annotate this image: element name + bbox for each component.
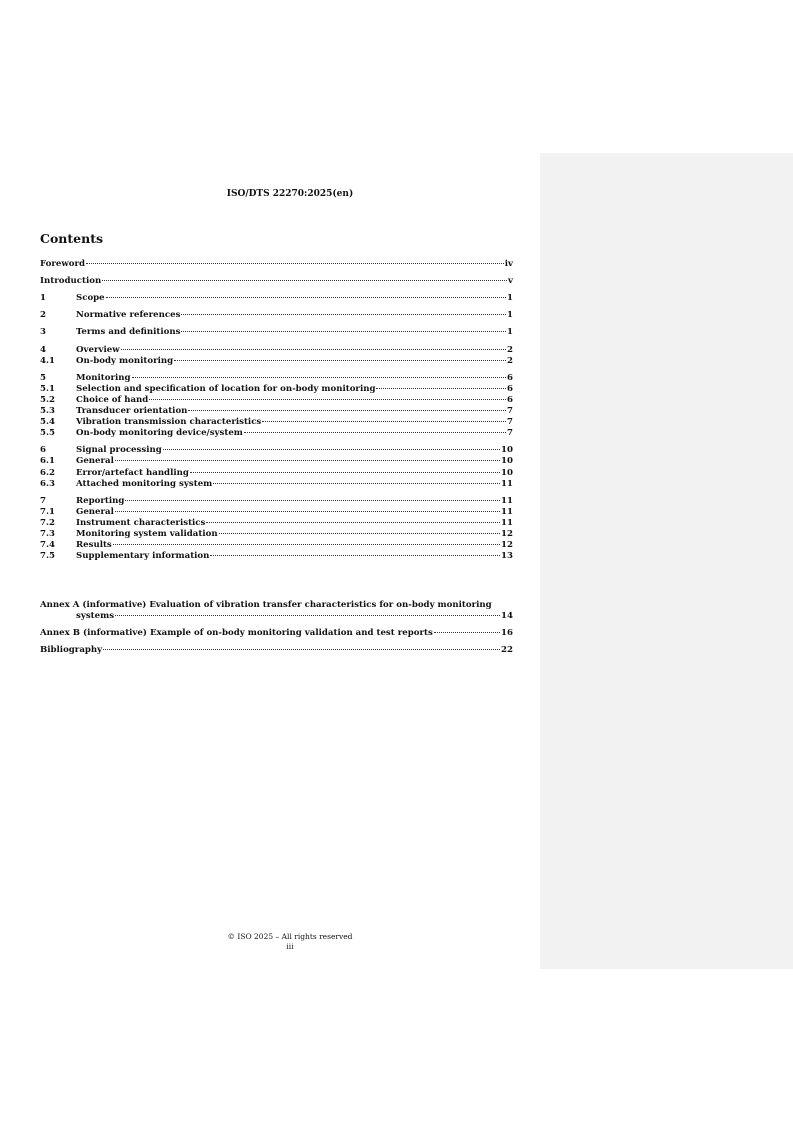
toc-entry-annex-b[interactable] [40, 628, 513, 639]
toc-entry-bibliography[interactable] [40, 645, 513, 656]
toc-entry-page: 2 [507, 344, 513, 355]
toc-entry-page: 7 [507, 428, 513, 439]
toc-leader-dots [106, 297, 506, 298]
toc-entry-page: 1 [507, 327, 513, 338]
toc-entry-title: systems [76, 611, 115, 621]
toc-entry-annex-a[interactable] [40, 600, 513, 622]
toc-entry-page: 1 [507, 293, 513, 304]
toc-entry[interactable] [40, 327, 513, 338]
toc-entry-page: 7 [507, 417, 513, 428]
toc-leader-dots [181, 331, 506, 332]
toc-entry[interactable] [40, 293, 513, 304]
page-footer [40, 932, 540, 952]
toc-entry[interactable] [40, 384, 513, 395]
toc-entry-page: 1 [507, 310, 513, 321]
comment-pane [540, 153, 793, 969]
toc-leader-dots [115, 615, 500, 616]
toc-entry-title: On-body monitoring [76, 355, 174, 366]
toc-entry-page: v [508, 276, 513, 287]
toc-leader-dots [219, 533, 500, 534]
toc-entry[interactable] [40, 395, 513, 406]
copyright-notice: © ISO 2025 – All rights reserved [227, 932, 353, 941]
toc-leader-dots [434, 632, 500, 633]
toc-entry[interactable] [40, 518, 513, 529]
toc-entry-number: 5.5 [40, 428, 55, 439]
toc-entry-page: 6 [507, 383, 513, 394]
toc-entry-number: 7.5 [40, 551, 55, 562]
toc-entry-title: Terms and definitions [76, 327, 181, 338]
toc-entry-page: 11 [501, 495, 513, 506]
toc-entry-number: 3 [40, 327, 46, 338]
toc-entry-page: iv [504, 259, 513, 269]
toc-entry-title: General [76, 456, 114, 467]
toc-entry-title: Vibration transmission characteristics [76, 417, 262, 428]
toc-entry-number: 5.1 [40, 383, 55, 394]
toc-leader-dots [213, 483, 500, 484]
toc-entry-page: 12 [501, 540, 513, 551]
toc-entry-title: Monitoring system validation [76, 529, 218, 539]
toc-entry[interactable] [40, 276, 513, 287]
toc-entry-page: 6 [507, 394, 513, 405]
toc-entry-page: 11 [501, 517, 513, 528]
toc-entry-title: Annex A (informative) Evaluation of vibration transfer characteristics for on-body monitoring [40, 600, 492, 610]
toc-entry[interactable] [40, 445, 513, 456]
toc-leader-dots [115, 511, 500, 512]
toc-entry-page: 12 [501, 529, 513, 539]
toc-leader-dots [132, 377, 507, 378]
toc-entry-title: Transducer orientation [76, 406, 188, 416]
toc-entry[interactable] [40, 507, 513, 518]
toc-entry-page: 10 [501, 456, 513, 467]
toc-leader-dots [174, 360, 506, 361]
toc-entry-title: Monitoring [76, 372, 131, 383]
toc-leader-dots [113, 544, 500, 545]
toc-leader-dots [102, 280, 507, 281]
toc-entry-page: 11 [501, 478, 513, 489]
toc-entry-number: 7.4 [40, 540, 55, 551]
toc-entry-number: 5.4 [40, 417, 55, 428]
toc-entry-number: 5 [40, 372, 46, 383]
toc-entry[interactable] [40, 468, 513, 479]
toc-entry[interactable] [40, 406, 513, 417]
toc-entry-title: Foreword [40, 259, 86, 269]
toc-entry[interactable] [40, 259, 513, 270]
toc-entry[interactable] [40, 540, 513, 551]
contents-title: Contents [40, 231, 104, 246]
toc-leader-dots [163, 449, 500, 450]
toc-entry-title: Selection and specification of location for on-body monitoring [76, 383, 376, 394]
toc-entry-page: 13 [501, 551, 513, 562]
toc-entry[interactable] [40, 345, 513, 356]
toc-entry-title: Choice of hand [76, 394, 149, 405]
toc-entry-title: Annex B (informative) Example of on-body monitoring validation and test reports [40, 628, 433, 638]
toc-entry-number: 2 [40, 310, 46, 321]
toc-entry-page: 11 [501, 506, 513, 517]
toc-entry-title: Signal processing [76, 445, 162, 456]
toc-entry-title: Results [76, 540, 112, 551]
toc-entry-title: Introduction [40, 276, 102, 287]
toc-entry[interactable] [40, 310, 513, 321]
toc-entry-page: 2 [507, 355, 513, 366]
toc-leader-dots [262, 421, 506, 422]
toc-entry-number: 6.2 [40, 467, 55, 478]
toc-leader-dots [149, 399, 506, 400]
toc-entry-page: 10 [501, 445, 513, 456]
toc-entry-number: 6.1 [40, 456, 55, 467]
toc-entry-page: 6 [507, 372, 513, 383]
toc-leader-dots [181, 314, 506, 315]
toc-entry-page: 10 [501, 467, 513, 478]
toc-entry-title: Reporting [76, 495, 125, 506]
document-id-header: ISO/DTS 22270:2025(en) [226, 189, 354, 199]
toc-entry-page: 14 [501, 611, 513, 621]
toc-entry-title: Overview [76, 344, 120, 355]
toc-entry-number: 7.3 [40, 529, 55, 539]
toc-leader-dots [244, 432, 506, 433]
toc-entry-number: 6.3 [40, 478, 55, 489]
toc-entry-number: 5.2 [40, 394, 55, 405]
toc-leader-dots [210, 555, 500, 556]
toc-leader-dots [121, 349, 506, 350]
toc-leader-dots [125, 500, 500, 501]
toc-entry-title: Bibliography [40, 645, 103, 655]
toc-entry-title: Error/artefact handling [76, 467, 189, 478]
toc-entry-page: 7 [507, 406, 513, 416]
toc-entry-number: 1 [40, 293, 46, 304]
toc-entry[interactable] [40, 417, 513, 428]
toc-leader-dots [115, 460, 500, 461]
toc-entry-title: On-body monitoring device/system [76, 428, 243, 439]
toc-entry[interactable] [40, 356, 513, 367]
toc-leader-dots [86, 263, 504, 264]
toc-entry[interactable] [40, 456, 513, 467]
toc-entry-number: 7.2 [40, 517, 55, 528]
toc-entry-title: General [76, 506, 114, 517]
toc-entry-page: 16 [501, 628, 513, 638]
toc-entry-title: Instrument characteristics [76, 517, 206, 528]
toc-leader-dots [188, 410, 506, 411]
toc-entry-number: 7.1 [40, 506, 55, 517]
toc-entry-title: Normative references [76, 310, 181, 321]
toc-entry-title: Attached monitoring system [76, 478, 213, 489]
toc-entry-number: 4 [40, 344, 46, 355]
toc-entry-page: 22 [501, 645, 513, 655]
toc-entry-number: 4.1 [40, 355, 55, 366]
toc-entry[interactable] [40, 529, 513, 540]
toc-leader-dots [376, 388, 506, 389]
toc-entry[interactable] [40, 496, 513, 507]
toc-leader-dots [190, 472, 500, 473]
toc-entry-title: Scope [76, 293, 105, 304]
toc-entry-number: 7 [40, 495, 46, 506]
toc-entry-number: 5.3 [40, 406, 55, 416]
toc-entry[interactable] [40, 479, 513, 490]
toc-entry[interactable] [40, 428, 513, 439]
toc-entry-number: 6 [40, 445, 46, 456]
toc-leader-dots [206, 522, 500, 523]
page-number: iii [286, 942, 294, 951]
toc-entry[interactable] [40, 373, 513, 384]
toc-leader-dots [103, 649, 500, 650]
toc-entry[interactable] [40, 551, 513, 562]
toc-entry-title: Supplementary information [76, 551, 210, 562]
